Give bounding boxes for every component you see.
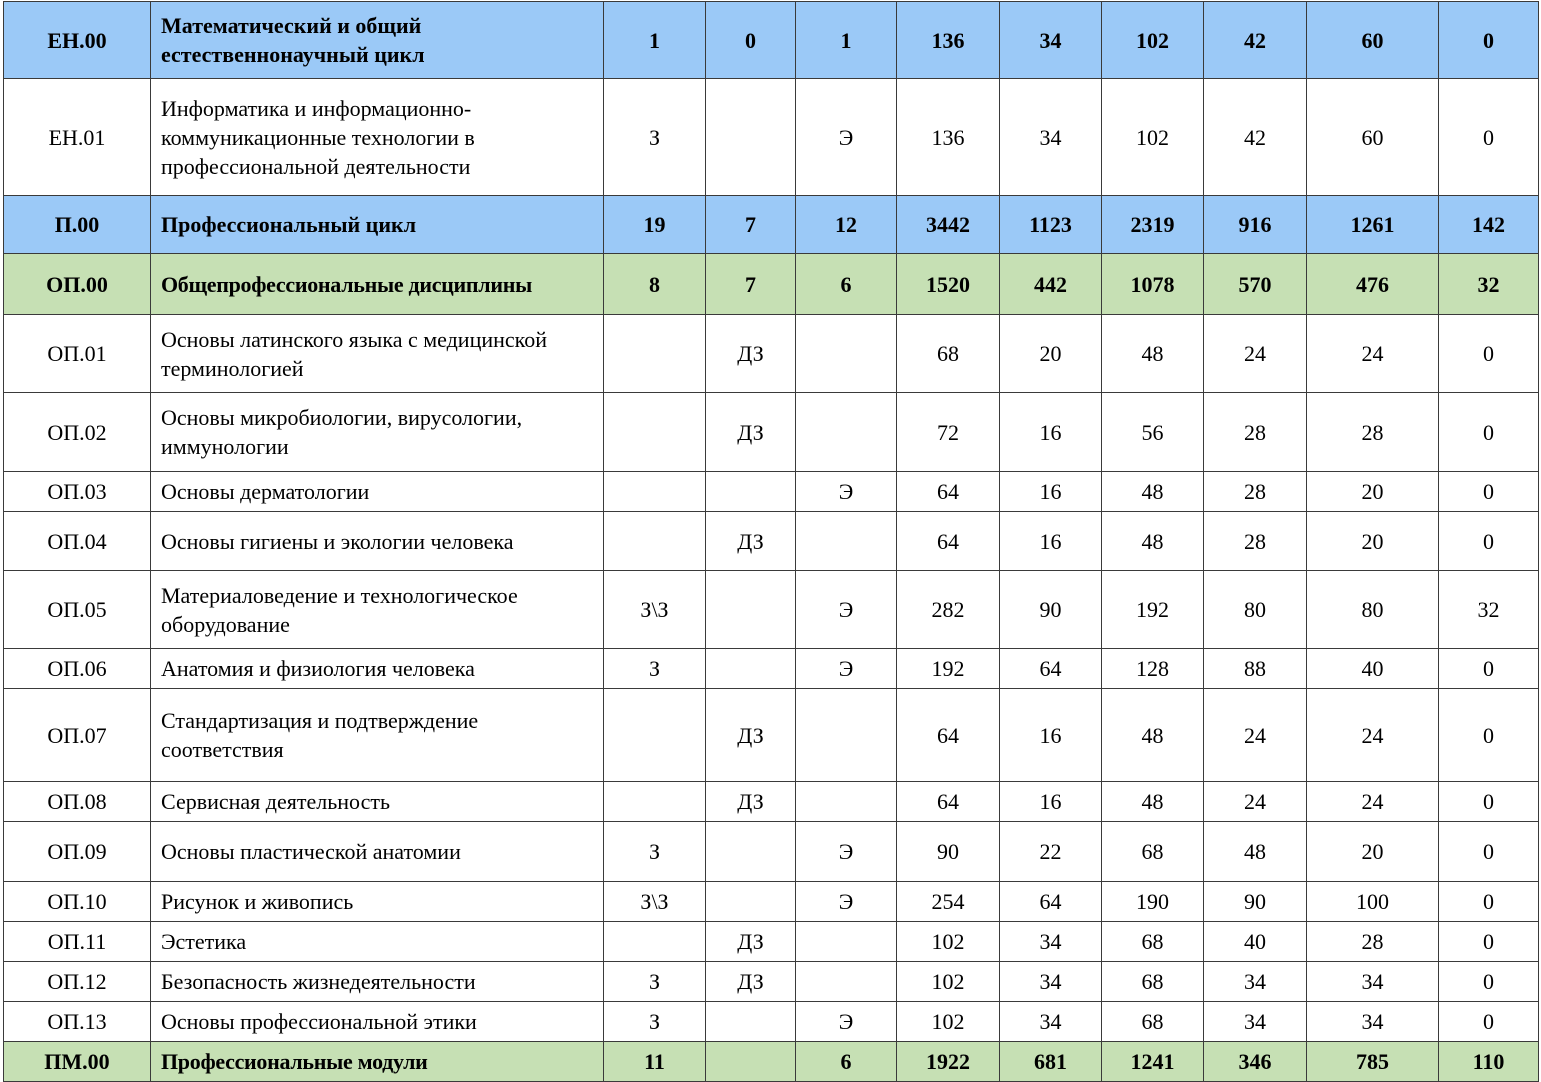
col-9-cell: 142 — [1439, 196, 1539, 254]
discipline-name-cell: Анатомия и физиология человека — [151, 649, 604, 689]
col-9-cell: 0 — [1439, 922, 1539, 962]
discipline-code-cell: ОП.05 — [4, 571, 151, 649]
col-4-cell: 1922 — [897, 1042, 1000, 1082]
col-1-cell: 8 — [604, 254, 706, 315]
col-9-cell: 0 — [1439, 315, 1539, 393]
col-9-cell: 0 — [1439, 822, 1539, 882]
col-9-cell: 0 — [1439, 782, 1539, 822]
col-4-cell: 64 — [897, 689, 1000, 782]
table-row — [4, 782, 1539, 822]
col-5-cell: 90 — [1000, 571, 1102, 649]
col-3-cell: 6 — [796, 1042, 897, 1082]
discipline-code-cell: ОП.06 — [4, 649, 151, 689]
col-8-cell: 40 — [1307, 649, 1439, 689]
col-2-cell — [706, 1042, 796, 1082]
col-7-cell: 80 — [1204, 571, 1307, 649]
section-row — [4, 1042, 1539, 1082]
col-2-cell — [706, 571, 796, 649]
discipline-code-cell: ОП.09 — [4, 822, 151, 882]
discipline-name-cell: Рисунок и живопись — [151, 882, 604, 922]
col-4-cell: 90 — [897, 822, 1000, 882]
discipline-name-cell: Информатика и информационно-коммуникационные технологии в профессиональной деятельности — [151, 79, 604, 196]
col-7-cell: 88 — [1204, 649, 1307, 689]
discipline-name-cell: Основы пластической анатомии — [151, 822, 604, 882]
col-9-cell: 0 — [1439, 689, 1539, 782]
col-9-cell: 0 — [1439, 1002, 1539, 1042]
table-row — [4, 512, 1539, 571]
col-9-cell: 0 — [1439, 2, 1539, 79]
col-2-cell: 0 — [706, 2, 796, 79]
col-3-cell: Э — [796, 472, 897, 512]
discipline-code-cell: ОП.01 — [4, 315, 151, 393]
discipline-name-cell: Безопасность жизнедеятельности — [151, 962, 604, 1002]
col-3-cell — [796, 689, 897, 782]
col-6-cell: 102 — [1102, 2, 1204, 79]
col-3-cell: 1 — [796, 2, 897, 79]
col-2-cell — [706, 79, 796, 196]
col-5-cell: 681 — [1000, 1042, 1102, 1082]
discipline-name-cell: Материаловедение и технологическое оборудование — [151, 571, 604, 649]
col-5-cell: 34 — [1000, 922, 1102, 962]
col-1-cell — [604, 782, 706, 822]
discipline-name-cell: Эстетика — [151, 922, 604, 962]
discipline-name-cell: Профессиональные модули — [151, 1042, 604, 1082]
col-1-cell: З — [604, 822, 706, 882]
col-3-cell — [796, 393, 897, 472]
col-3-cell: Э — [796, 649, 897, 689]
col-7-cell: 34 — [1204, 962, 1307, 1002]
col-8-cell: 20 — [1307, 822, 1439, 882]
col-1-cell: 11 — [604, 1042, 706, 1082]
col-4-cell: 64 — [897, 782, 1000, 822]
col-2-cell: 7 — [706, 196, 796, 254]
table-row — [4, 393, 1539, 472]
col-1-cell: З — [604, 962, 706, 1002]
discipline-name-cell: Сервисная деятельность — [151, 782, 604, 822]
col-1-cell: З — [604, 79, 706, 196]
col-3-cell: Э — [796, 822, 897, 882]
col-2-cell: ДЗ — [706, 689, 796, 782]
col-8-cell: 476 — [1307, 254, 1439, 315]
col-1-cell — [604, 393, 706, 472]
table-row — [4, 1002, 1539, 1042]
table-row — [4, 962, 1539, 1002]
col-8-cell: 80 — [1307, 571, 1439, 649]
col-5-cell: 16 — [1000, 393, 1102, 472]
col-5-cell: 16 — [1000, 472, 1102, 512]
col-3-cell — [796, 782, 897, 822]
discipline-name-cell: Общепрофессиональные дисциплины — [151, 254, 604, 315]
col-8-cell: 24 — [1307, 315, 1439, 393]
col-6-cell: 1078 — [1102, 254, 1204, 315]
section-row — [4, 2, 1539, 79]
col-5-cell: 22 — [1000, 822, 1102, 882]
col-9-cell: 0 — [1439, 472, 1539, 512]
col-7-cell: 916 — [1204, 196, 1307, 254]
col-6-cell: 2319 — [1102, 196, 1204, 254]
col-2-cell: ДЗ — [706, 922, 796, 962]
col-8-cell: 100 — [1307, 882, 1439, 922]
col-6-cell: 56 — [1102, 393, 1204, 472]
col-1-cell: З — [604, 1002, 706, 1042]
col-5-cell: 1123 — [1000, 196, 1102, 254]
col-4-cell: 192 — [897, 649, 1000, 689]
col-7-cell: 28 — [1204, 512, 1307, 571]
discipline-name-cell: Математический и общий естественнонаучный цикл — [151, 2, 604, 79]
section-row — [4, 196, 1539, 254]
discipline-name-cell: Профессиональный цикл — [151, 196, 604, 254]
col-8-cell: 34 — [1307, 962, 1439, 1002]
col-9-cell: 0 — [1439, 512, 1539, 571]
col-6-cell: 128 — [1102, 649, 1204, 689]
col-2-cell — [706, 822, 796, 882]
table-row — [4, 79, 1539, 196]
discipline-code-cell: ЕН.01 — [4, 79, 151, 196]
col-6-cell: 68 — [1102, 822, 1204, 882]
col-2-cell: ДЗ — [706, 393, 796, 472]
col-4-cell: 102 — [897, 962, 1000, 1002]
col-5-cell: 16 — [1000, 782, 1102, 822]
col-8-cell: 1261 — [1307, 196, 1439, 254]
col-7-cell: 34 — [1204, 1002, 1307, 1042]
col-9-cell: 0 — [1439, 649, 1539, 689]
col-2-cell: 7 — [706, 254, 796, 315]
col-2-cell — [706, 649, 796, 689]
col-7-cell: 346 — [1204, 1042, 1307, 1082]
col-8-cell: 28 — [1307, 922, 1439, 962]
table-row — [4, 689, 1539, 782]
col-7-cell: 24 — [1204, 689, 1307, 782]
table-row — [4, 649, 1539, 689]
col-1-cell: З\З — [604, 882, 706, 922]
discipline-code-cell: ОП.07 — [4, 689, 151, 782]
col-7-cell: 42 — [1204, 2, 1307, 79]
col-4-cell: 64 — [897, 512, 1000, 571]
col-4-cell: 282 — [897, 571, 1000, 649]
discipline-code-cell: ОП.00 — [4, 254, 151, 315]
col-9-cell: 110 — [1439, 1042, 1539, 1082]
col-4-cell: 136 — [897, 2, 1000, 79]
col-7-cell: 48 — [1204, 822, 1307, 882]
col-7-cell: 40 — [1204, 922, 1307, 962]
col-9-cell: 32 — [1439, 571, 1539, 649]
col-1-cell: 1 — [604, 2, 706, 79]
col-8-cell: 20 — [1307, 512, 1439, 571]
col-9-cell: 0 — [1439, 79, 1539, 196]
table-row — [4, 882, 1539, 922]
col-6-cell: 68 — [1102, 1002, 1204, 1042]
col-9-cell: 0 — [1439, 962, 1539, 1002]
col-7-cell: 24 — [1204, 315, 1307, 393]
col-7-cell: 24 — [1204, 782, 1307, 822]
discipline-code-cell: П.00 — [4, 196, 151, 254]
col-5-cell: 34 — [1000, 2, 1102, 79]
col-1-cell — [604, 689, 706, 782]
col-2-cell — [706, 882, 796, 922]
table-row — [4, 472, 1539, 512]
col-3-cell — [796, 512, 897, 571]
col-7-cell: 42 — [1204, 79, 1307, 196]
col-5-cell: 16 — [1000, 512, 1102, 571]
col-2-cell: ДЗ — [706, 782, 796, 822]
discipline-code-cell: ОП.13 — [4, 1002, 151, 1042]
col-8-cell: 34 — [1307, 1002, 1439, 1042]
discipline-code-cell: ЕН.00 — [4, 2, 151, 79]
col-8-cell: 20 — [1307, 472, 1439, 512]
table-row — [4, 822, 1539, 882]
discipline-code-cell: ОП.10 — [4, 882, 151, 922]
col-7-cell: 28 — [1204, 393, 1307, 472]
col-1-cell: З\З — [604, 571, 706, 649]
col-8-cell: 60 — [1307, 79, 1439, 196]
col-5-cell: 20 — [1000, 315, 1102, 393]
col-6-cell: 48 — [1102, 512, 1204, 571]
col-6-cell: 48 — [1102, 689, 1204, 782]
col-5-cell: 34 — [1000, 1002, 1102, 1042]
col-4-cell: 254 — [897, 882, 1000, 922]
col-8-cell: 28 — [1307, 393, 1439, 472]
col-1-cell — [604, 315, 706, 393]
col-4-cell: 68 — [897, 315, 1000, 393]
col-3-cell: Э — [796, 1002, 897, 1042]
col-9-cell: 32 — [1439, 254, 1539, 315]
col-6-cell: 190 — [1102, 882, 1204, 922]
col-8-cell: 785 — [1307, 1042, 1439, 1082]
col-2-cell: ДЗ — [706, 962, 796, 1002]
discipline-code-cell: ОП.12 — [4, 962, 151, 1002]
col-1-cell: З — [604, 649, 706, 689]
discipline-code-cell: ОП.03 — [4, 472, 151, 512]
col-4-cell: 1520 — [897, 254, 1000, 315]
col-1-cell: 19 — [604, 196, 706, 254]
col-6-cell: 48 — [1102, 315, 1204, 393]
discipline-name-cell: Основы дерматологии — [151, 472, 604, 512]
col-5-cell: 34 — [1000, 79, 1102, 196]
col-3-cell — [796, 922, 897, 962]
col-6-cell: 48 — [1102, 782, 1204, 822]
col-8-cell: 24 — [1307, 689, 1439, 782]
discipline-name-cell: Основы профессиональной этики — [151, 1002, 604, 1042]
col-7-cell: 570 — [1204, 254, 1307, 315]
discipline-name-cell: Основы латинского языка с медицинской терминологией — [151, 315, 604, 393]
col-3-cell — [796, 315, 897, 393]
col-6-cell: 48 — [1102, 472, 1204, 512]
discipline-name-cell: Основы микробиологии, вирусологии, иммунологии — [151, 393, 604, 472]
col-9-cell: 0 — [1439, 393, 1539, 472]
col-1-cell — [604, 922, 706, 962]
curriculum-table — [3, 1, 1539, 1082]
col-6-cell: 68 — [1102, 922, 1204, 962]
col-7-cell: 28 — [1204, 472, 1307, 512]
col-5-cell: 64 — [1000, 882, 1102, 922]
col-3-cell — [796, 962, 897, 1002]
col-3-cell: 6 — [796, 254, 897, 315]
col-4-cell: 72 — [897, 393, 1000, 472]
section-row — [4, 254, 1539, 315]
discipline-code-cell: ПМ.00 — [4, 1042, 151, 1082]
col-3-cell: Э — [796, 79, 897, 196]
table-row — [4, 922, 1539, 962]
col-2-cell — [706, 472, 796, 512]
col-4-cell: 136 — [897, 79, 1000, 196]
col-5-cell: 34 — [1000, 962, 1102, 1002]
col-3-cell: 12 — [796, 196, 897, 254]
col-7-cell: 90 — [1204, 882, 1307, 922]
discipline-code-cell: ОП.11 — [4, 922, 151, 962]
col-1-cell — [604, 472, 706, 512]
col-6-cell: 192 — [1102, 571, 1204, 649]
col-1-cell — [604, 512, 706, 571]
col-5-cell: 442 — [1000, 254, 1102, 315]
table-row — [4, 571, 1539, 649]
discipline-code-cell: ОП.02 — [4, 393, 151, 472]
col-2-cell: ДЗ — [706, 315, 796, 393]
col-6-cell: 68 — [1102, 962, 1204, 1002]
curriculum-table-body — [4, 2, 1539, 1082]
discipline-code-cell: ОП.08 — [4, 782, 151, 822]
col-8-cell: 60 — [1307, 2, 1439, 79]
col-5-cell: 16 — [1000, 689, 1102, 782]
col-3-cell: Э — [796, 571, 897, 649]
col-4-cell: 64 — [897, 472, 1000, 512]
discipline-name-cell: Стандартизация и подтверждение соответствия — [151, 689, 604, 782]
col-2-cell — [706, 1002, 796, 1042]
col-4-cell: 3442 — [897, 196, 1000, 254]
col-4-cell: 102 — [897, 922, 1000, 962]
col-9-cell: 0 — [1439, 882, 1539, 922]
col-4-cell: 102 — [897, 1002, 1000, 1042]
col-6-cell: 102 — [1102, 79, 1204, 196]
table-row — [4, 315, 1539, 393]
col-3-cell: Э — [796, 882, 897, 922]
discipline-code-cell: ОП.04 — [4, 512, 151, 571]
discipline-name-cell: Основы гигиены и экологии человека — [151, 512, 604, 571]
col-8-cell: 24 — [1307, 782, 1439, 822]
col-5-cell: 64 — [1000, 649, 1102, 689]
col-6-cell: 1241 — [1102, 1042, 1204, 1082]
col-2-cell: ДЗ — [706, 512, 796, 571]
